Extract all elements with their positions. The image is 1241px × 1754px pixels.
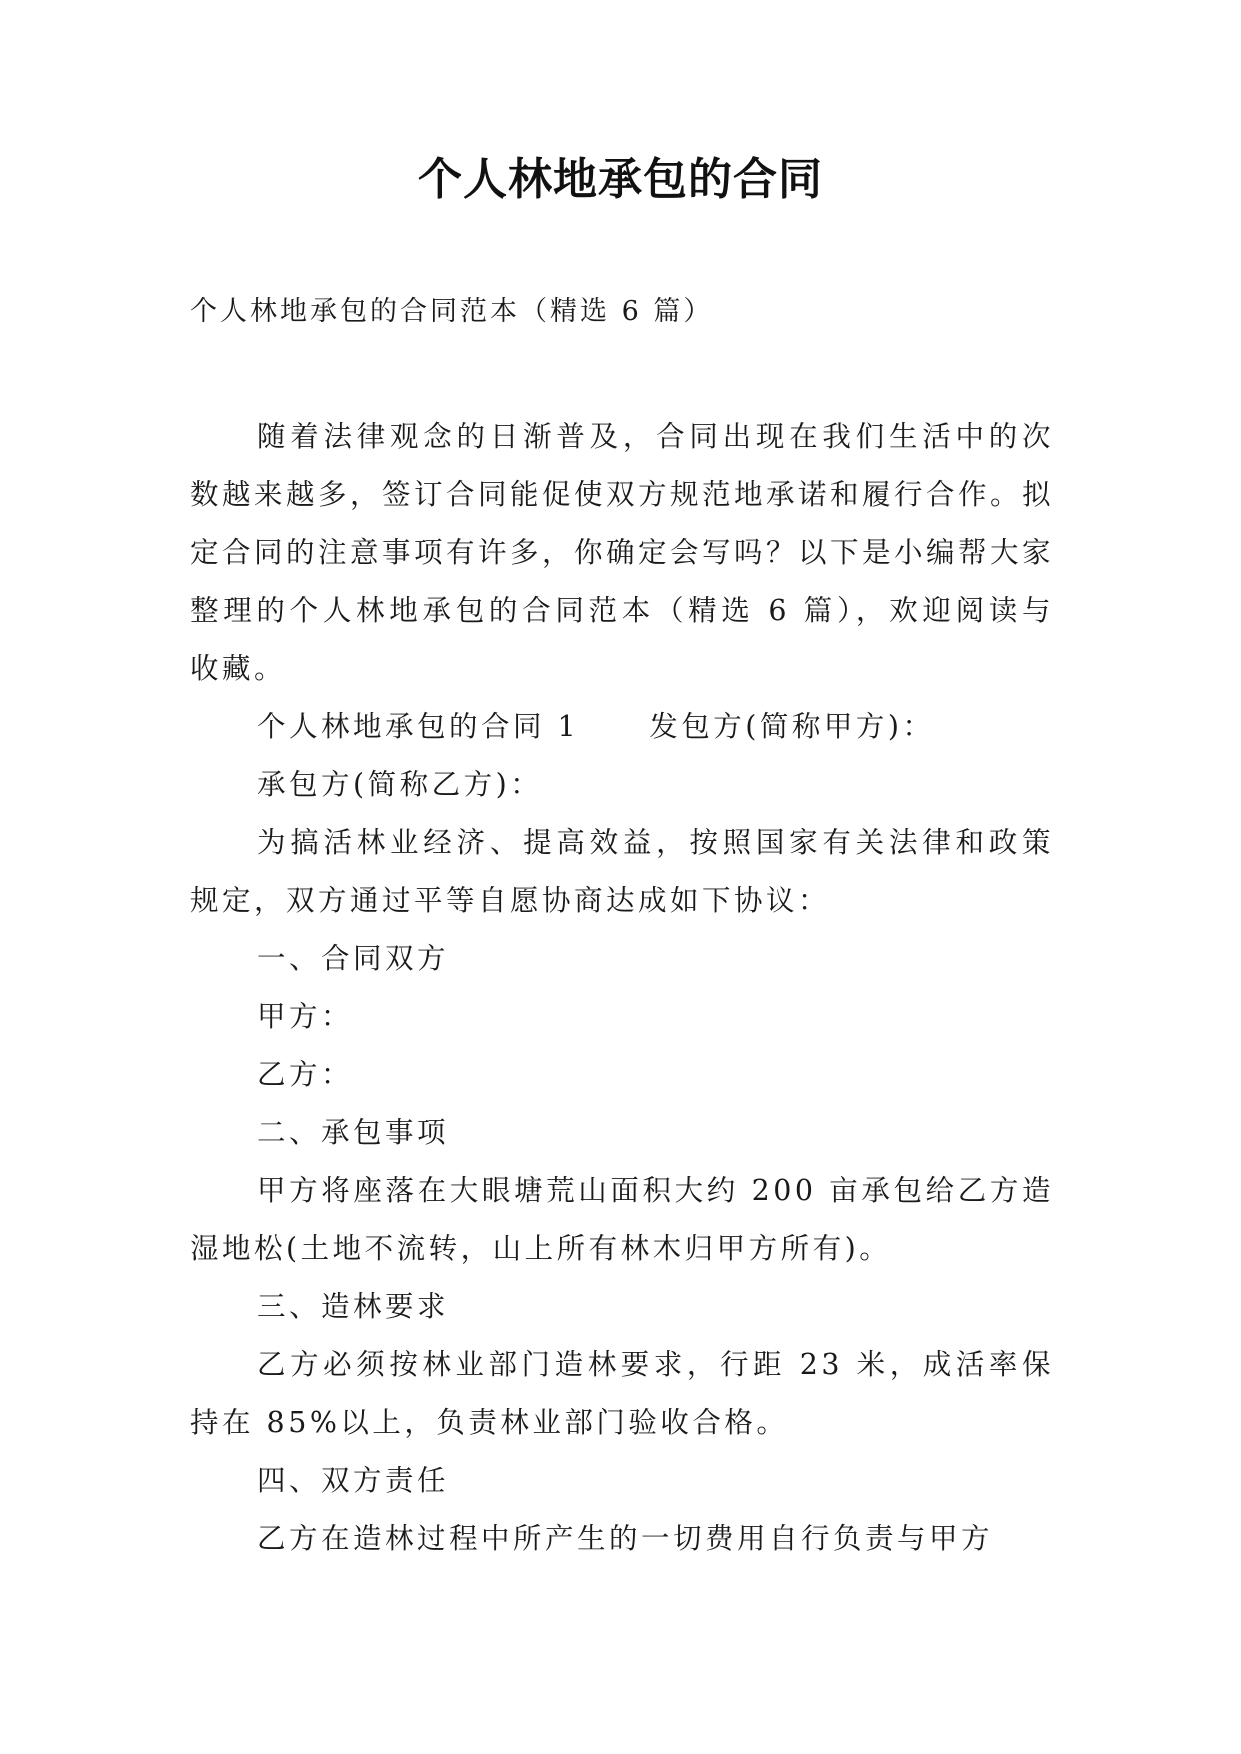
section-3-title: 三、造林要求 [257,1290,450,1323]
section-2-title: 二、承包事项 [257,1116,450,1149]
section-3-body: 乙方必须按林业部门造林要求，行距 23 米，成活率保持在 85%以上，负责林业部门验收合格。 [190,1348,1054,1439]
section-4-title: 四、双方责任 [257,1464,450,1497]
section-1-title: 一、合同双方 [257,942,450,975]
section-4-body: 乙方在造林过程中所产生的一切费用自行负责与甲方 [257,1522,994,1555]
preamble-paragraph: 为搞活林业经济、提高效益，按照国家有关法律和政策规定，双方通过平等自愿协商达成如下协议： [190,826,1054,917]
contract-heading-line [190,698,1054,756]
document-subtitle: 个人林地承包的合同范本（精选 6 篇） [190,296,714,327]
intro-paragraph: 随着法律观念的日渐普及，合同出现在我们生活中的次数越来越多，签订合同能促使双方规范地承诺和履行合作。拟定合同的注意事项有许多，你确定会写吗？以下是小编帮大家整理的个人林地承包的合同范本（精选 6 篇），欢迎阅读与收藏。 [190,420,1055,685]
party-a-line: 甲方： [257,1000,354,1033]
document-title: 个人林地承包的合同 [418,154,823,205]
party-b-label: 承包方(简称乙方)： [257,768,543,801]
section-2-body: 甲方将座落在大眼塘荒山面积大约 200 亩承包给乙方造湿地松(土地不流转，山上所有林木归甲方所有)。 [190,1174,1054,1265]
party-b-line: 乙方： [257,1058,354,1091]
party-a-label: 发包方(简称甲方)： [649,710,935,743]
contract-heading: 个人林地承包的合同 1 [257,710,580,743]
document-body [190,408,1054,1568]
